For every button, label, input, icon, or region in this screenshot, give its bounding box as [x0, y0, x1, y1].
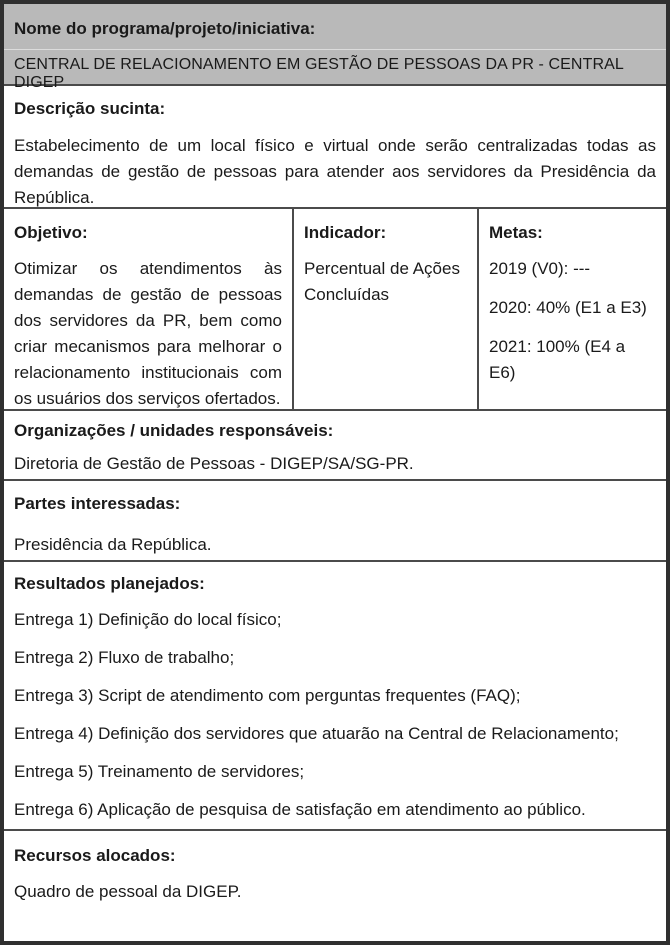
indicator-text: Percentual de Ações Concluídas	[304, 259, 460, 304]
deliverable-6: Entrega 6) Aplicação de pesquisa de satisfação em atendimento ao público.	[14, 800, 586, 819]
stakeholders-label: Partes interessadas:	[14, 494, 181, 513]
deliverable-5: Entrega 5) Treinamento de servidores;	[14, 762, 305, 781]
program-name-value: CENTRAL DE RELACIONAMENTO EM GESTÃO DE PESSOAS DA PR - CENTRAL DIGEP	[14, 56, 624, 91]
deliverable-2: Entrega 2) Fluxo de trabalho;	[14, 648, 235, 667]
objective-label: Objetivo:	[14, 223, 88, 242]
short-description-text: Estabelecimento de um local físico e virtual onde serão centralizadas todas as demandas de gestão de pessoas para atender aos servidores da Presidência da República.	[14, 136, 656, 207]
goal-item-2020: 2020: 40% (E1 a E3)	[489, 298, 647, 317]
responsible-units-section	[4, 411, 666, 481]
deliverable-1: Entrega 1) Definição do local físico;	[14, 610, 282, 629]
deliverable-3: Entrega 3) Script de atendimento com perguntas frequentes (FAQ);	[14, 686, 521, 705]
objective-cell	[4, 209, 294, 409]
allocated-resources-label: Recursos alocados:	[14, 846, 176, 865]
responsible-units-text: Diretoria de Gestão de Pessoas - DIGEP/SA/SG-PR.	[14, 454, 414, 473]
short-description-section	[4, 86, 666, 209]
indicator-cell	[294, 209, 479, 409]
allocated-resources-section	[4, 831, 666, 941]
responsible-units-label: Organizações / unidades responsáveis:	[14, 421, 334, 440]
short-description-label: Descrição sucinta:	[14, 99, 166, 118]
objective-text: Otimizar os atendimentos às demandas de gestão de pessoas dos servidores da PR, bem como criar mecanismos para melhorar o relacionamento institucionais com os usuários dos serviços ofertados.	[14, 259, 282, 408]
stakeholders-text: Presidência da República.	[14, 535, 212, 554]
allocated-resources-text: Quadro de pessoal da DIGEP.	[14, 882, 242, 901]
deliverable-4: Entrega 4) Definição dos servidores que atuarão na Central de Relacionamento;	[14, 724, 619, 743]
goals-label: Metas:	[489, 223, 543, 242]
stakeholders-section	[4, 481, 666, 562]
goals-cell	[479, 209, 666, 409]
indicator-label: Indicador:	[304, 223, 387, 242]
goal-item-2019: 2019 (V0): ---	[489, 259, 591, 278]
objective-indicator-goals-row	[4, 209, 666, 411]
program-name-value-row	[4, 50, 666, 91]
planned-results-label: Resultados planejados:	[14, 574, 205, 593]
program-name-header	[4, 4, 666, 50]
goal-item-2021: 2021: 100% (E4 a E6)	[489, 337, 626, 382]
program-name-label: Nome do programa/projeto/iniciativa:	[14, 19, 316, 38]
planned-results-section	[4, 562, 666, 831]
